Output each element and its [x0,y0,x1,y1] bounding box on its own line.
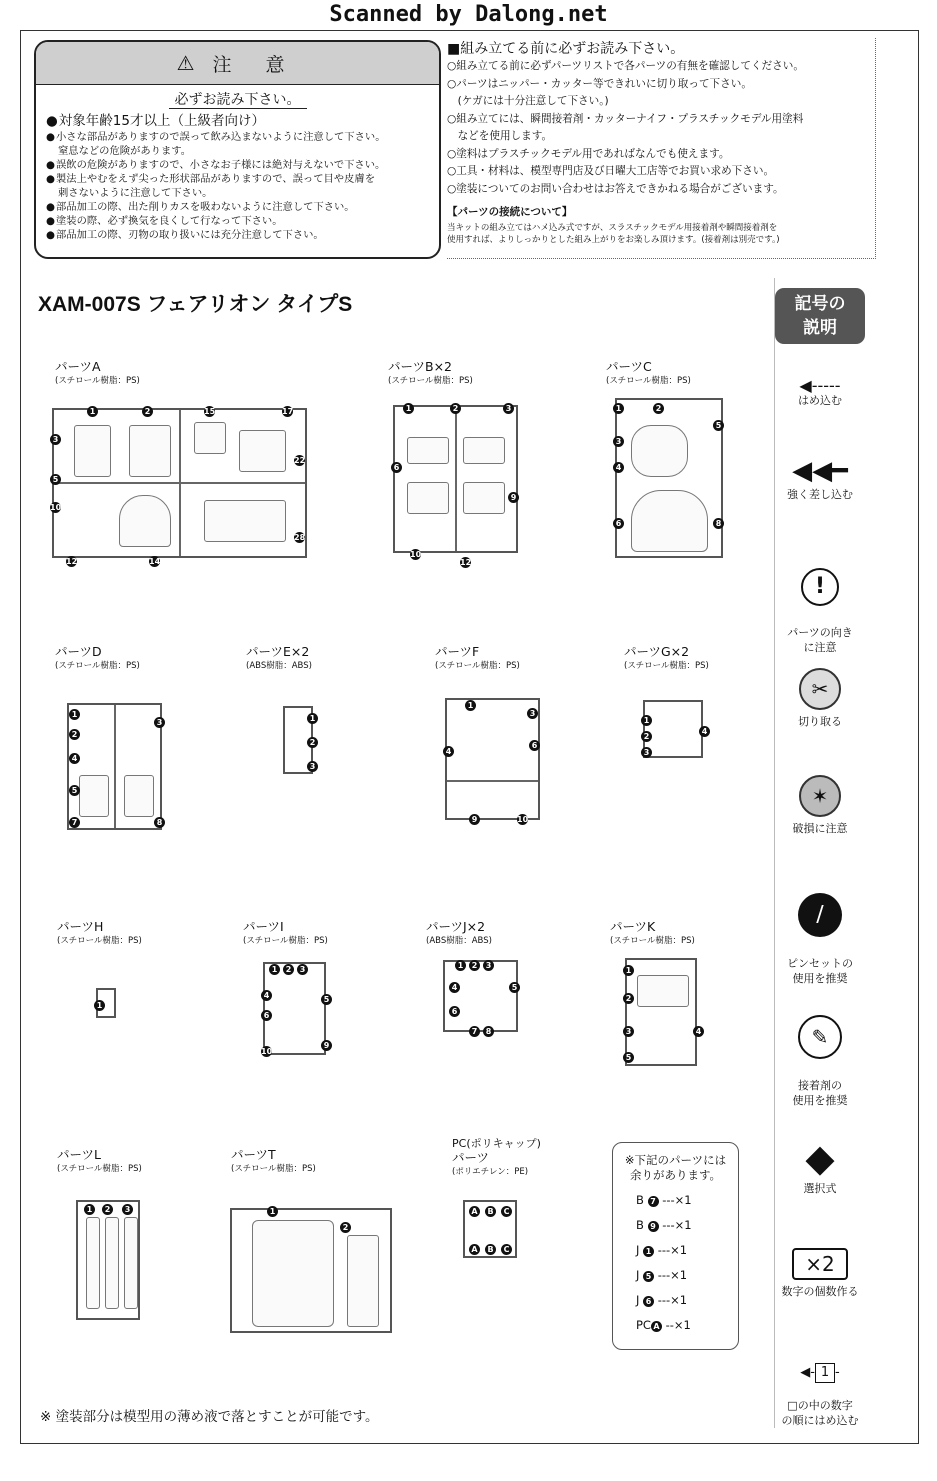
choice-icon: ◆ [805,1136,835,1180]
legend-item-order: ◀- 1 - □の中の数字 の順にはめ込む [781,1365,859,1427]
part-label-l: パーツL (スチロール樹脂：PS) [57,1147,142,1174]
legend-item-glue: ✎ 接着剤の 使用を推奨 [774,1000,866,1123]
sprue-g: 1 2 3 4 [643,700,703,758]
notes-item: ○塗装についてのお問い合わせはお答えできかねる場合がございます。 [447,182,784,195]
notes-item: ○パーツはニッパー・カッター等できれいに切り取って下さい。 [447,77,752,90]
sprue-a: 1 2 15 17 3 5 10 12 14 22 28 [50,407,306,566]
caution-item: ● 対象年齢15才以上（上級者向け） [46,113,439,130]
caution-header [36,42,439,85]
sprue-j: 1 2 3 4 5 6 7 8 [443,960,518,1032]
footer-note: ※ 塗装部分は模型用の薄め液で落とすことが可能です。 [40,1409,379,1425]
legend-item-choice: ◆ 選択式 [774,1135,866,1196]
spare-row: J 5 ---×1 [636,1268,688,1282]
legend-item-tweezers: ∕ ピンセットの 使用を推奨 [774,878,866,1001]
part-label-a: パーツA (スチロール樹脂：PS) [55,359,140,386]
x2-icon: ×2 [792,1248,848,1280]
part-label-g: パーツG×2 (スチロール樹脂：PS) [624,644,709,671]
part-label-k: パーツK (スチロール樹脂：PS) [610,919,695,946]
spare-parts-box [612,1142,739,1350]
sprue-d: 1 2 4 5 7 3 8 [67,703,162,830]
part-label-e: パーツE×2 (ABS樹脂：ABS) [246,644,312,671]
spare-row: J 1 ---×1 [636,1243,688,1257]
part-label-j: パーツJ×2 (ABS樹脂：ABS) [426,919,492,946]
sprue-f: 1 3 4 6 9 10 [445,698,540,820]
sprue-t: 1 2 [230,1208,392,1333]
part-label-b: パーツB×2 (スチロール樹脂：PS) [388,359,473,386]
assembly-notes [447,38,876,259]
legend-item-press: ◀----- はめ込む [774,378,866,408]
notes-item: ○塗料はプラスチックモデル用であればなんでも使えます。 [447,147,730,160]
part-label-t: パーツT (スチロール樹脂：PS) [231,1147,316,1174]
legend-item-insert: ◀◀━ 強く差し込む [774,455,866,502]
sprue-b: 1 2 3 6 9 10 12 [393,405,518,553]
part-label-d: パーツD (スチロール樹脂：PS) [55,644,140,671]
caution-item: 刺さないように注意して下さい。 [58,187,213,199]
sprue-h: 1 [96,988,116,1018]
arrow-dashed-icon: ◀----- [799,376,841,395]
spare-row: B 7 ---×1 [636,1193,692,1207]
spare-row: B 9 ---×1 [636,1218,692,1232]
scan-header: Scanned by Dalong.net [329,2,608,27]
notes-title: ■組み立てる前に必ずお読み下さい。 [447,41,685,57]
glue-icon: ✎ [798,1015,842,1059]
legend-header: 記号の 説明 [775,288,865,344]
part-label-i: パーツI (スチロール樹脂：PS) [243,919,328,946]
notes-item: などを使用します。 [447,130,553,142]
legend-item-multiple: ×2 数字の個数作る [774,1248,866,1299]
legend-item-orientation: ! パーツの向き に注意 [774,553,866,670]
legend-item-cut: ✂ 切り取る [774,668,866,729]
exclamation-icon: ! [801,568,839,606]
caution-item: ● 小さな部品がありますので誤って飲み込まないように注意して下さい。 [46,130,439,144]
warning-triangle-icon: ⚠ [176,51,195,75]
caution-title: 注 意 [212,53,299,76]
sprue-l: 1 2 3 [76,1200,140,1320]
part-label-pc: PC(ポリキャップ) パーツ (ポリエチレン：PE) [452,1137,541,1177]
legend-item-break: ✶ 破損に注意 [774,775,866,836]
sprue-pc: A B C A B C [463,1200,517,1258]
kit-title: XAM-007S フェアリオン タイプS [38,293,353,316]
caution-item: ● 誤飲の危険がありますので、小さなお子様には絶対与えないで下さい。 [46,158,439,172]
joint-line: 使用すれば、よりしっかりとした組み上がりをお楽しみ頂けます。(接着剤は別売です。) [447,234,780,245]
joint-line: 当キットの組み立てはハメ込み式ですが、スラスチックモデル用接着剤や瞬間接着剤を [447,222,778,233]
double-arrow-icon: ◀◀━ [792,456,848,486]
notes-item: ○工具・材料は、模型専門店及び日曜大工店等でお買い求め下さい。 [447,165,775,177]
caution-item: ● 部品加工の際、出た削りカスを吸わないように注意して下さい。 [46,200,439,214]
part-label-f: パーツF (スチロール樹脂：PS) [435,644,520,671]
caution-list [36,113,439,242]
sprue-c: 1 2 5 3 4 6 8 [615,398,723,558]
caution-item: ● 塗装の際、必ず換気を良くして行なって下さい。 [46,214,439,228]
notes-item: ○組み立てる前に必ずパーツリストで各パーツの有無を確認してください。 [447,60,804,72]
spare-row: J 6 ---×1 [636,1293,688,1307]
tweezers-icon: ∕ [798,893,842,937]
sprue-e: 1 2 3 [283,706,313,774]
sprue-k: 1 2 3 4 5 [625,958,697,1066]
cut-icon: ✂ [799,668,841,710]
numbered-arrow-icon: 1 [815,1363,835,1383]
spare-header: ※下記のパーツには 余りがあります。 [624,1153,727,1182]
spare-row: PC A --×1 [636,1318,691,1332]
caution-item: ● 部品加工の際、刃物の取り扱いには充分注意して下さい。 [46,228,439,242]
notes-item: (ケガには十分注意して下さい。) [447,95,609,107]
notes-item: ○組み立てには、瞬間接着剤・カッターナイフ・プラスチックモデル用塗料 [447,112,804,125]
part-label-h: パーツH (スチロール樹脂：PS) [57,919,142,946]
joint-title: 【パーツの接続について】 [447,206,573,218]
caution-item: 窒息などの危険があります。 [58,145,192,157]
caution-subtitle: 必ずお読み下さい。 [169,92,307,109]
break-icon: ✶ [799,775,841,817]
caution-box [34,40,441,259]
part-label-c: パーツC (スチロール樹脂：PS) [606,359,691,386]
sprue-i: 1 2 3 4 5 6 9 10 [263,962,326,1055]
caution-item: ● 製法上やむをえず尖った形状部品がありますので、誤って目や皮膚を [46,172,439,186]
